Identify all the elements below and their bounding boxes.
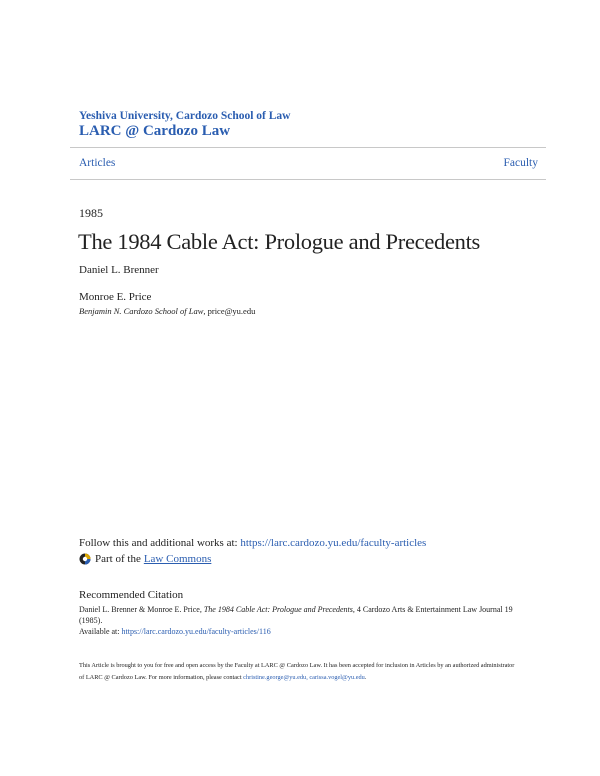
author-name: Monroe E. Price: [79, 291, 152, 303]
part-of-prefix: Part of the: [95, 553, 141, 565]
nav-divider: [70, 179, 546, 180]
available-prefix: Available at:: [79, 627, 122, 636]
article-url-link[interactable]: https://larc.cardozo.yu.edu/faculty-articles/116: [121, 627, 271, 636]
institution-name: Yeshiva University, Cardozo School of Law: [79, 110, 291, 122]
contact-email-link[interactable]: christine.george@yu.edu, carissa.vogel@yu.edu: [243, 674, 365, 681]
repository-name: LARC @ Cardozo Law: [79, 123, 231, 139]
citation-source: , 4 Cardozo Arts & Entertainment Law Journal 19 (1985).: [79, 605, 513, 625]
follow-prefix: Follow this and additional works at:: [79, 537, 241, 549]
publication-year: 1985: [79, 206, 103, 220]
follow-line: [79, 537, 426, 549]
part-of-line: [79, 553, 211, 565]
recommended-citation-heading: Recommended Citation: [79, 589, 184, 601]
author-name: Daniel L. Brenner: [79, 264, 159, 276]
access-notice-end: .: [364, 674, 367, 681]
nav-articles-link[interactable]: Articles: [79, 157, 116, 169]
law-commons-link[interactable]: Law Commons: [143, 553, 212, 565]
available-at-line: [79, 627, 271, 636]
nav-faculty-link[interactable]: Faculty: [503, 157, 538, 169]
creative-commons-icon: [79, 553, 91, 565]
faculty-articles-link[interactable]: https://larc.cardozo.yu.edu/faculty-articles: [240, 537, 427, 549]
article-title: The 1984 Cable Act: Prologue and Precedents: [78, 229, 480, 254]
affiliation-email: , price@yu.edu: [203, 306, 256, 316]
citation-text: [79, 604, 524, 626]
author-affiliation: [79, 306, 255, 316]
access-notice: [79, 660, 519, 684]
header-divider: [70, 147, 546, 148]
affiliation-institution: Benjamin N. Cardozo School of Law: [79, 306, 204, 316]
citation-title: The 1984 Cable Act: Prologue and Precedents: [203, 605, 353, 614]
citation-authors: Daniel L. Brenner & Monroe E. Price,: [79, 605, 204, 614]
access-notice-text: This Article is brought to you for free and open access by the Faculty at LARC @ Cardozo Law. It has been accepted for inclusion in Articles by an authorized administrator of LARC @ Cardozo Law. For more information, please contact: [79, 662, 515, 681]
